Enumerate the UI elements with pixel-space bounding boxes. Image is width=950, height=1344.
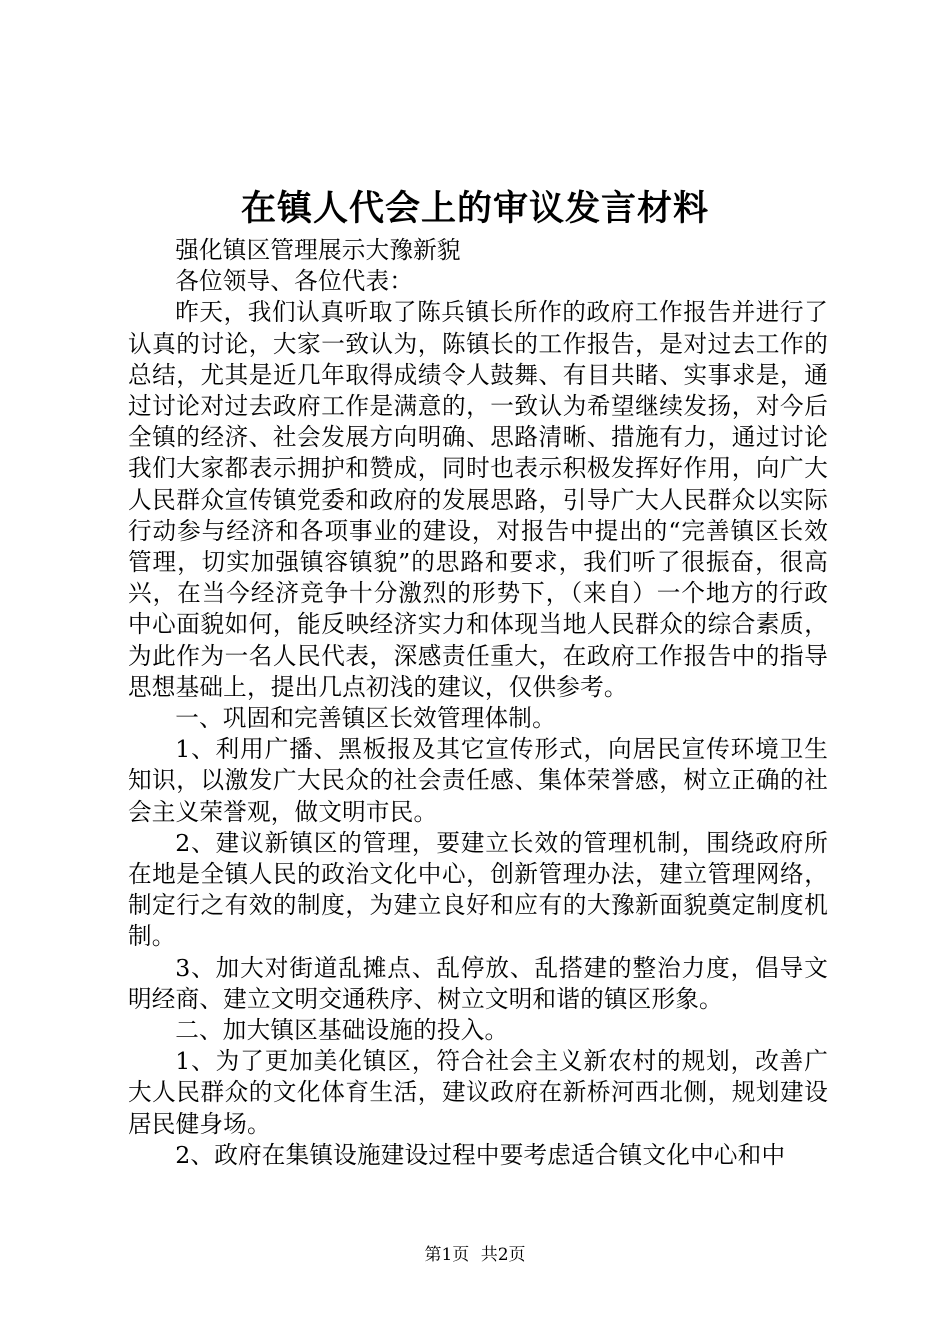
body-paragraph: 2、建议新镇区的管理，要建立长效的管理机制，围绕政府所在地是全镇人民的政治文化中心，创新管理办法，建立管理网络，制定行之有效的制度，为建立良好和应有的大豫新面貌奠定制度机制。 [128,828,828,951]
body-paragraph: 昨天，我们认真听取了陈兵镇长所作的政府工作报告并进行了认真的讨论，大家一致认为，陈镇长的工作报告，是对过去工作的总结，尤其是近几年取得成绩令人鼓舞、有目共睹、实事求是，通过讨论对过去政府工作是满意的，一致认为希望继续发扬，对今后全镇的经济、社会发展方向明确、思路清晰、措施有力，通过讨论我们大家都表示拥护和赞成，同时也表示积极发挥好作用，向广大人民群众宣传镇党委和政府的发展思路，引导广大人民群众以实际行动参与经济和各项事业的建设，对报告中提出的“完善镇区长效管理，切实加强镇容镇貌”的思路和要求，我们听了很振奋，很高兴，在当今经济竞争十分激烈的形势下，（来自）一个地方的行政中心面貌如何，能反映经济实力和体现当地人民群众的综合素质，为此作为一名人民代表，深感责任重大，在政府工作报告中的指导思想基础上，提出几点初浅的建议，仅供参考。 [128,298,828,701]
page-footer [0,1244,950,1266]
section-heading: 一、巩固和完善镇区长效管理体制。 [175,704,556,733]
document-title: 在镇人代会上的审议发言材料 [240,189,709,229]
body-paragraph: 3、加大对街道乱摊点、乱停放、乱搭建的整治力度，倡导文明经商、建立文明交通秩序、树立文明和谐的镇区形象。 [128,953,828,1013]
salutation-paragraph: 各位领导、各位代表： [175,267,414,296]
page-total: 共2页 [480,1245,526,1265]
body-paragraph: 2、政府在集镇设施建设过程中要考虑适合镇文化中心和中 [175,1140,786,1169]
body-paragraph: 1、利用广播、黑板报及其它宣传形式，向居民宣传环境卫生知识，以激发广大民众的社会责任感、集体荣誉感，树立正确的社会主义荣誉观，做文明市民。 [128,735,828,826]
section-heading: 二、加大镇区基础设施的投入。 [175,1016,509,1045]
page-number: 第1页 [424,1245,470,1265]
body-paragraph: 1、为了更加美化镇区，符合社会主义新农村的规划，改善广大人民群众的文化体育生活，建议政府在新桥河西北侧，规划建设居民健身场。 [128,1047,828,1138]
document-body [128,235,828,1171]
subtitle-paragraph: 强化镇区管理展示大豫新貌 [175,236,461,264]
